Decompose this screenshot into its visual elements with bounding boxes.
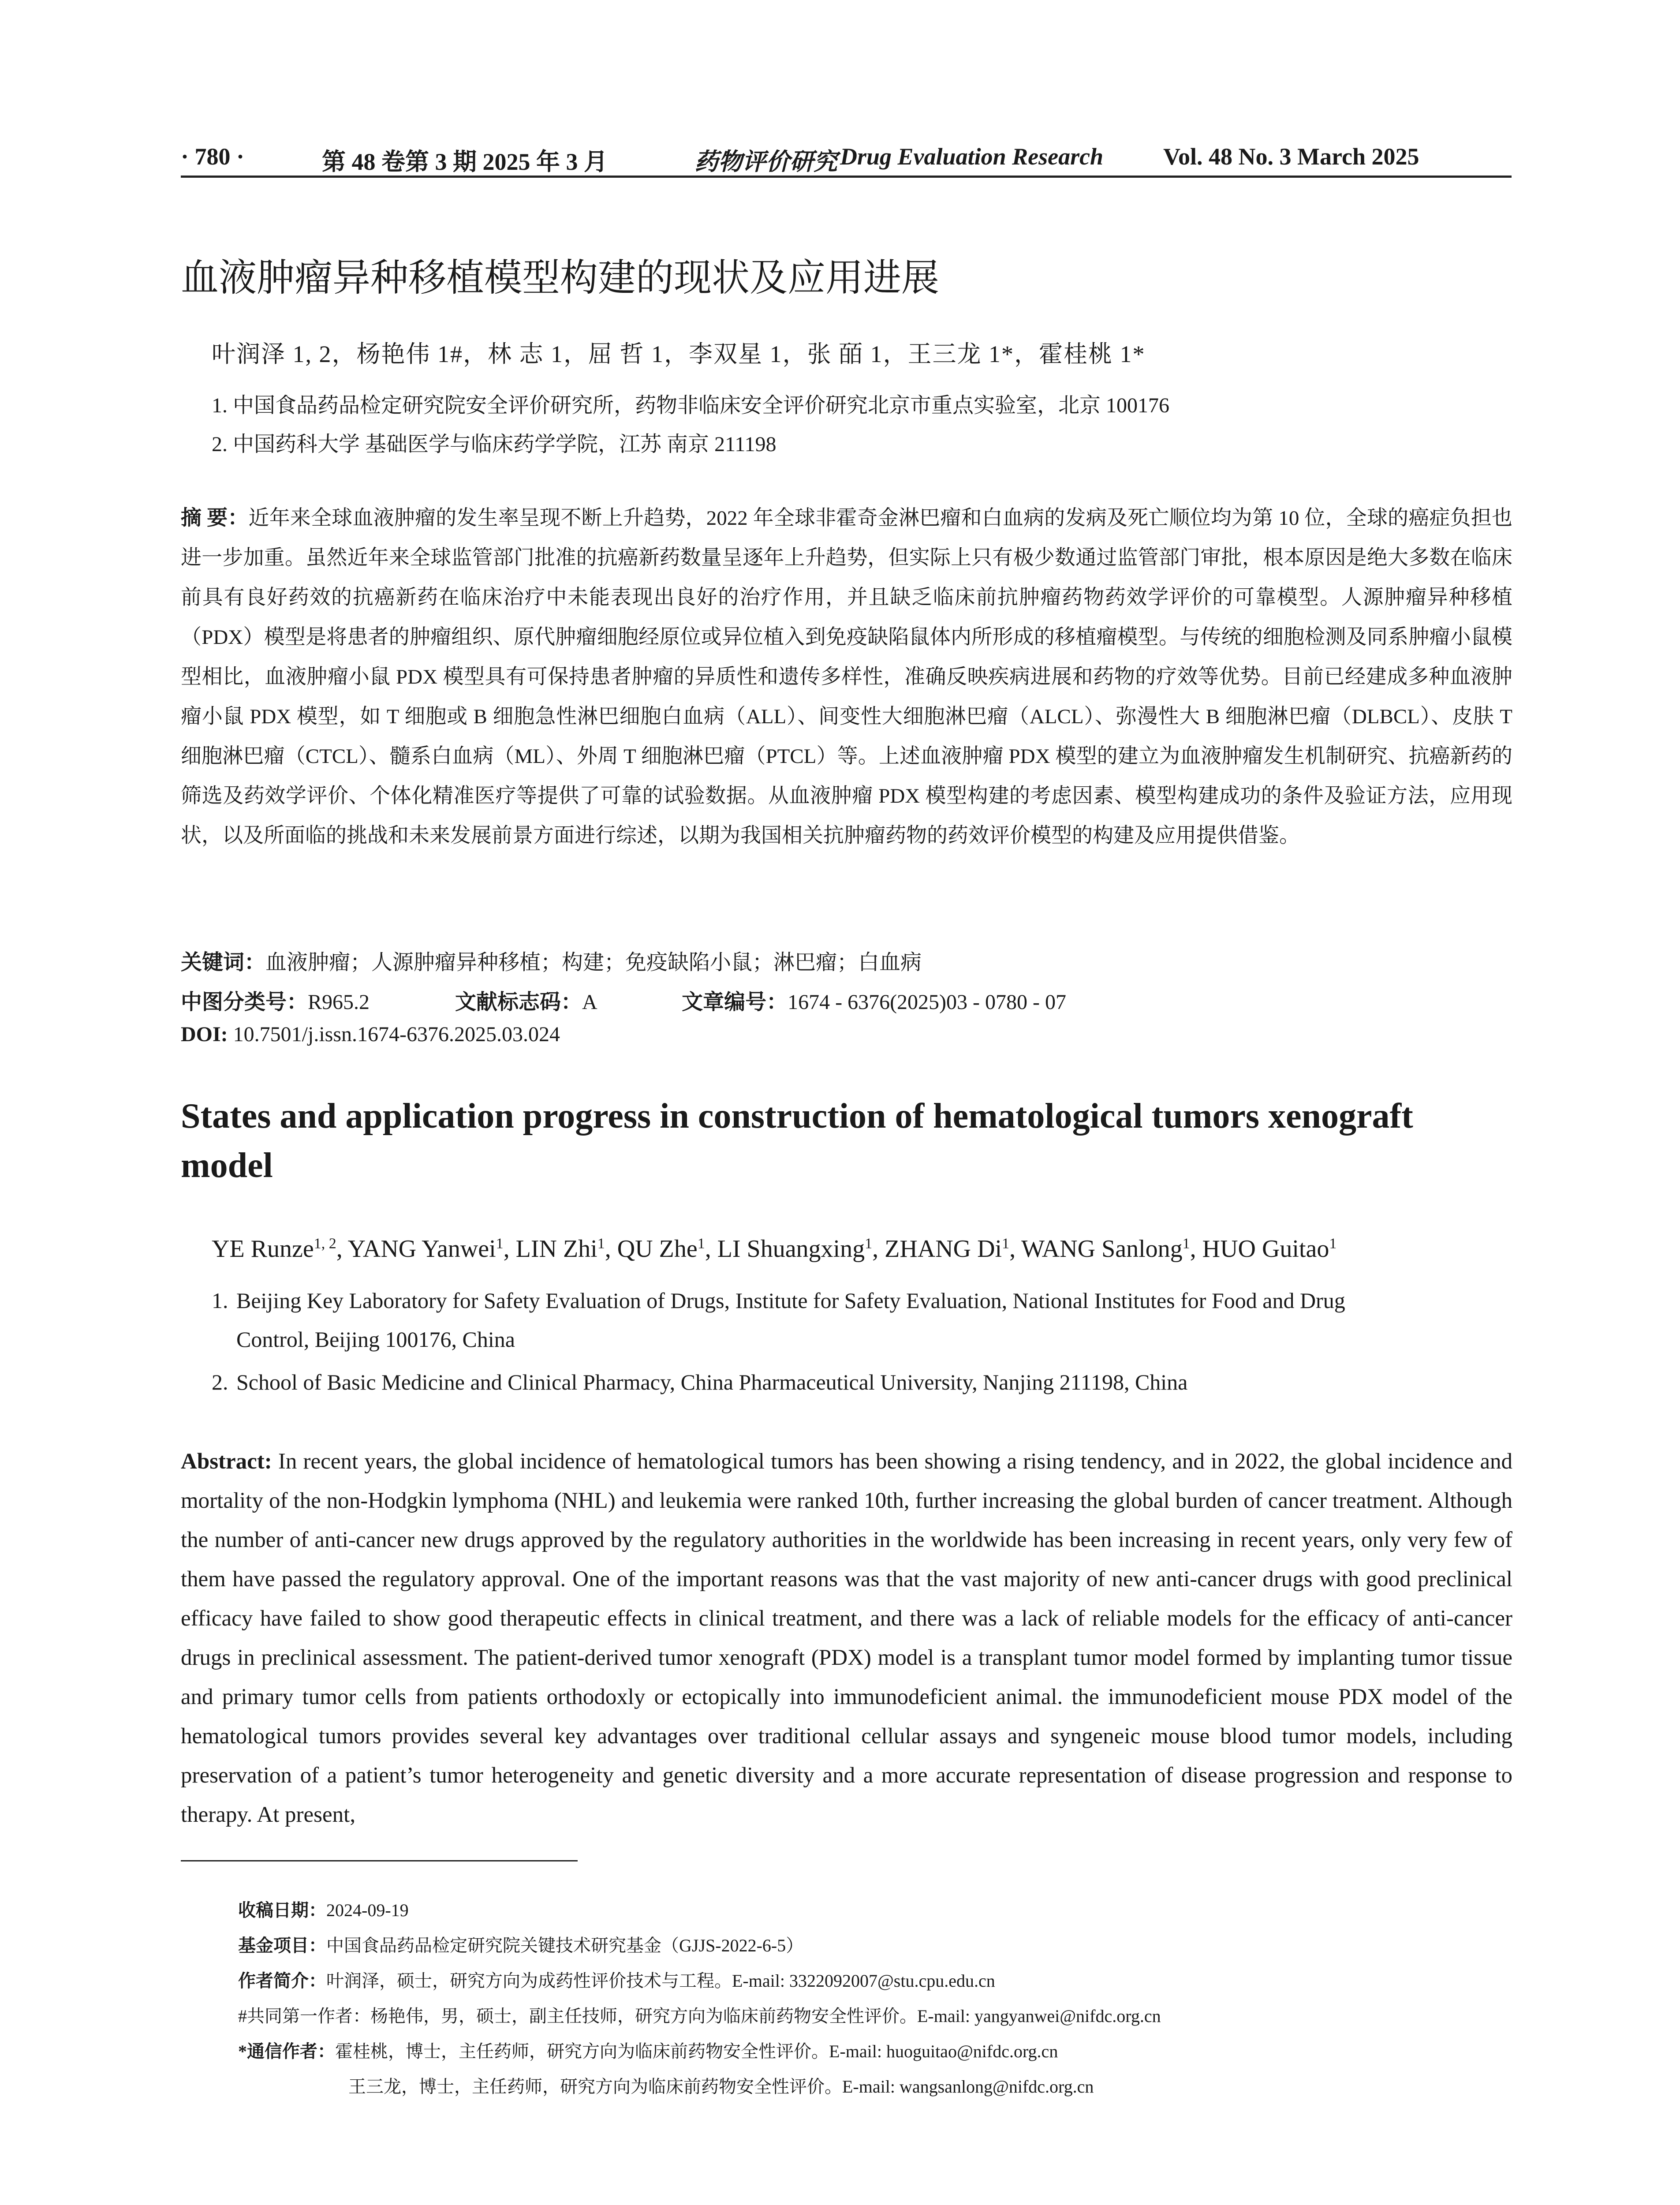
doi-label: DOI: <box>181 1023 228 1046</box>
abstract-cn-label: 摘 要： <box>181 507 249 530</box>
journal-logo-cn: 药物评价研究 <box>694 148 837 176</box>
author-en: WANG Sanlong <box>1021 1235 1183 1263</box>
footnote-divider <box>181 1860 578 1861</box>
affiliation-cn-1: 1. 中国食品药品检定研究院安全评价研究所，药物非临床安全评价研究北京市重点实验室，北京 100176 <box>212 394 1170 417</box>
author-en: QU Zhe <box>617 1235 698 1263</box>
doc-code-value: A <box>582 990 597 1014</box>
affiliation-en-2: 2. School of Basic Medicine and Clinical Pharmacy, China Pharmaceutical University, Nanjing 211198, China <box>212 1370 1188 1394</box>
issue-cn: 第 48 卷第 3 期 2025 年 3 月 <box>322 149 608 175</box>
doi-line <box>181 1022 560 1046</box>
abstract-en-label: Abstract: <box>181 1449 272 1474</box>
volume-en: Vol. 48 No. 3 March 2025 <box>1163 143 1419 170</box>
journal-name-en: Drug Evaluation Research <box>840 143 1104 170</box>
affiliation-en-1: 1. Beijing Key Laboratory for Safety Evaluation of Drugs, Institute for Safety Evaluation, National Institutes for Food and Drug Control, Beijing 100176, China <box>212 1288 1345 1352</box>
author-en: YE Runze <box>212 1235 314 1263</box>
article-title-en: States and application progress in construction of hematological tumors xenograft model <box>181 1097 1413 1185</box>
author-en: ZHANG Di <box>885 1235 1002 1263</box>
article-number-label: 文章编号： <box>682 990 788 1014</box>
footnote-received: 收稿日期：2024-09-19 <box>238 1900 409 1920</box>
authors-cn: 叶润泽 1, 2，杨艳伟 1#，林 志 1，屈 哲 1，李双星 1，张 皕 1，王三龙 1*，霍桂桃 1* <box>212 341 1146 367</box>
abstract-en-text: In recent years, the global incidence of hematological tumors has been showing a rising tendency, and in 2022, the global incidence and mortality of the non-Hodgkin lymphoma (NHL) and leukemia were ranked 10th, further increasing the global burden of cancer treatment. Although the number of anti-cancer new drugs approved by the regulatory authorities in the worldwide has been increasing in recent years, only very few of them have passed the regulatory approval. One of the important reasons was that the vast majority of new anti-cancer drugs with good preclinical efficacy have failed to show good therapeutic effects in clinical treatment, and there was a lack of reliable models for the efficacy of anti-cancer drugs in preclinical assessment. The patient-derived tumor xenograft (PDX) model is a transplant tumor model formed by implanting tumor tissue and primary tumor cells from patients orthodoxly or ectopically into immunodeficient animal. the immunodeficient mouse PDX model of the hematological tumors provides several key advantages over traditional cellular assays and syngeneic mouse blood tumor models, including preservation of a patient’s tumor heterogeneity and genetic diversity and a more accurate representation of disease progression and response to therapy. At present, <box>181 1449 1513 1827</box>
clc-value: R965.2 <box>308 990 370 1014</box>
author-en: YANG Yanwei <box>347 1235 496 1263</box>
keywords-label: 关键词： <box>181 951 266 974</box>
keywords-text: 血液肿瘤；人源肿瘤异种移植；构建；免疫缺陷小鼠；淋巴瘤；白血病 <box>265 951 922 974</box>
clc-label: 中图分类号： <box>181 990 308 1014</box>
authors-en: YE Runze$^{1, 2}$, YANG Yanwei$^1$, LIN Zhi$^1$, QU Zhe$^1$, LI Shuangxing$^1$, ZHANG Di$^1$, WANG Sanlong$^1$, HUO Guitao$^1$ <box>212 1235 1337 1263</box>
article-number-value: 1674 - 6376(2025)03 - 0780 - 07 <box>788 990 1066 1014</box>
footnote-corresponding-2: 王三龙，博士，主任药师，研究方向为临床前药物安全性评价。E-mail: wangsanlong@nifdc.org.cn <box>348 2077 1094 2097</box>
footnote-author-bio: 作者简介：叶润泽，硕士，研究方向为成药性评价技术与工程。E-mail: 3322092007@stu.cpu.edu.cn <box>238 1971 995 1991</box>
footnote-co-first-author: #共同第一作者：杨艳伟，男，硕士，副主任技师，研究方向为临床前药物安全性评价。E-mail: yangyanwei@nifdc.org.cn <box>238 2006 1161 2026</box>
author-en: HUO Guitao <box>1202 1235 1329 1263</box>
affiliation-cn-2: 2. 中国药科大学 基础医学与临床药学学院，江苏 南京 211198 <box>212 433 777 456</box>
author-en: LIN Zhi <box>515 1235 597 1263</box>
page-number: · 780 · <box>181 143 245 170</box>
footnote-fund: 基金项目：中国食品药品检定研究院关键技术研究基金（GJJS-2022-6-5） <box>238 1936 804 1955</box>
doi-value: 10.7501/j.issn.1674-6376.2025.03.024 <box>233 1023 560 1046</box>
keywords-cn <box>181 945 922 975</box>
doc-code-label: 文献标志码： <box>455 990 582 1014</box>
footnote-corresponding: *通信作者：霍桂桃，博士，主任药师，研究方向为临床前药物安全性评价。E-mail: huoguitao@nifdc.org.cn <box>238 2041 1058 2061</box>
abstract-en <box>181 1442 1512 1835</box>
classification-line <box>181 985 1066 1015</box>
running-header <box>181 140 1512 178</box>
article-title-cn: 血液肿瘤异种移植模型构建的现状及应用进展 <box>181 256 939 300</box>
abstract-cn <box>181 498 1512 856</box>
author-en: LI Shuangxing <box>717 1235 865 1263</box>
abstract-cn-text: 近年来全球血液肿瘤的发生率呈现不断上升趋势，2022 年全球非霍奇金淋巴瘤和白血病的发病及死亡顺位均为第 10 位，全球的癌症负担也进一步加重。虽然近年来全球监管部门批准的抗癌新药数量呈逐年上升趋势，但实际上只有极少数通过监管部门审批，根本原因是绝大多数在临床前具有良好药效的抗癌新药在临床治疗中未能表现出良好的治疗作用，并且缺乏临床前抗肿瘤药物药效学评价的可靠模型。人源肿瘤异种移植（PDX）模型是将患者的肿瘤组织、原代肿瘤细胞经原位或异位植入到免疫缺陷鼠体内所形成的移植瘤模型。与传统的细胞检测及同系肿瘤小鼠模型相比，血液肿瘤小鼠 PDX 模型具有可保持患者肿瘤的异质性和遗传多样性，准确反映疾病进展和药物的疗效等优势。目前已经建成多种血液肿瘤小鼠 PDX 模型，如 T 细胞或 B 细胞急性淋巴细胞白血病（ALL）、间变性大细胞淋巴瘤（ALCL）、弥漫性大 B 细胞淋巴瘤（DLBCL）、皮肤 T 细胞淋巴瘤（CTCL）、髓系白血病（ML）、外周 T 细胞淋巴瘤（PTCL）等。上述血液肿瘤 PDX 模型的建立为血液肿瘤发生机制研究、抗癌新药的筛选及药效学评价、个体化精准医疗等提供了可靠的试验数据。从血液肿瘤 PDX 模型构建的考虑因素、模型构建成功的条件及验证方法，应用现状，以及所面临的挑战和未来发展前景方面进行综述，以期为我国相关抗肿瘤药物的药效评价模型的构建及应用提供借鉴。 <box>181 507 1512 847</box>
